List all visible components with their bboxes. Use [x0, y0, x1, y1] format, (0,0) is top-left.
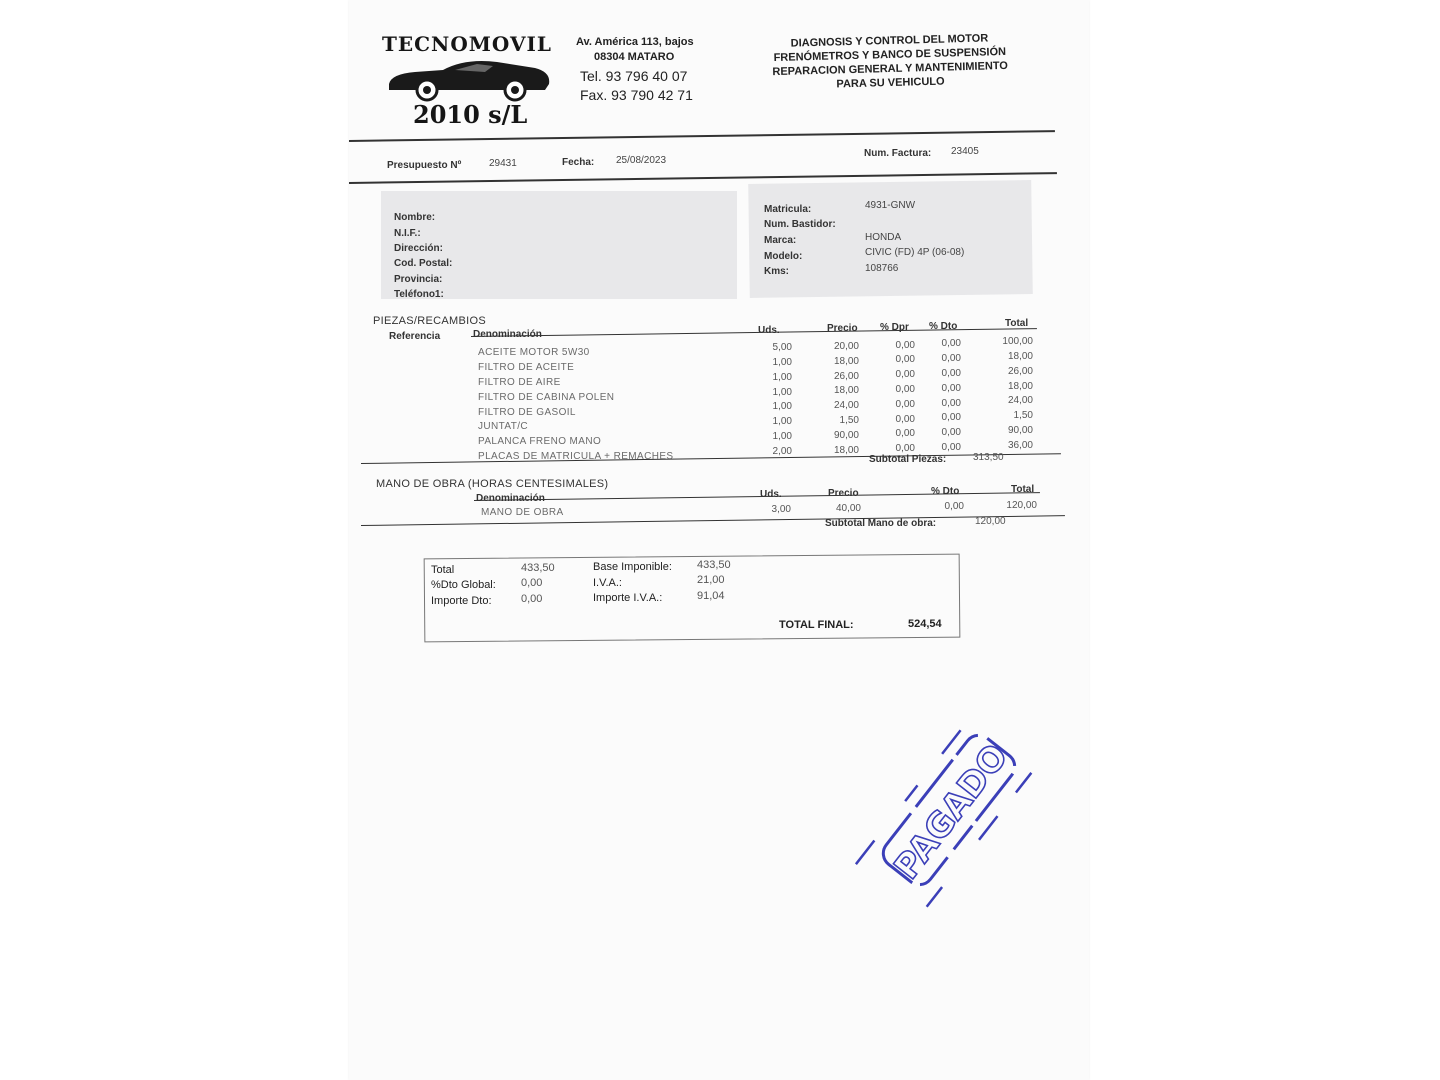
part-row-dto: 0,00: [941, 382, 961, 394]
part-row-price: 18,00: [833, 444, 859, 456]
part-row-price: 26,00: [833, 370, 859, 382]
part-row-dto: 0,00: [941, 412, 961, 424]
part-row-dpr: 0,00: [895, 369, 915, 381]
part-row-total: 18,00: [1007, 380, 1033, 392]
totals-box: [424, 554, 961, 643]
car-logo-icon: [385, 52, 553, 102]
part-row-units: 1,00: [772, 431, 792, 443]
discount-amount-label: Importe Dto:: [431, 595, 492, 607]
col-header-description: Denominación: [473, 329, 542, 340]
part-row-units: 2,00: [772, 445, 792, 457]
phone-number: Tel. 93 796 40 07: [580, 68, 688, 84]
brand-value: HONDA: [865, 232, 902, 243]
part-row-description: FILTRO DE GASOIL: [478, 406, 576, 418]
part-row-total: 1,50: [1013, 410, 1033, 422]
col-header-price: Precio: [827, 323, 858, 334]
global-discount-label: %Dto Global:: [431, 579, 496, 591]
global-discount-value: 0,00: [521, 577, 543, 589]
part-row-total: 24,00: [1007, 395, 1033, 407]
total-value: 433,50: [521, 562, 555, 574]
part-row-units: 1,00: [772, 386, 792, 398]
part-row-price: 20,00: [833, 340, 859, 352]
col-header-total: Total: [1005, 318, 1029, 329]
part-row-price: 1,50: [839, 414, 859, 426]
part-row-dto: 0,00: [941, 338, 961, 350]
part-row-dpr: 0,00: [895, 339, 915, 351]
part-row-description: FILTRO DE ACEITE: [478, 362, 575, 374]
part-row-dpr: 0,00: [895, 428, 915, 440]
part-row-price: 24,00: [833, 400, 859, 412]
model-value: CIVIC (FD) 4P (06-08): [865, 247, 965, 258]
part-row-total: 36,00: [1007, 439, 1033, 451]
labor-row-units: 3,00: [771, 504, 791, 515]
part-row-price: 18,00: [833, 355, 859, 367]
header-divider: [349, 130, 1055, 142]
final-total-label: TOTAL FINAL:: [779, 619, 854, 631]
part-row-dto: 0,00: [941, 442, 961, 454]
part-row-dpr: 0,00: [895, 398, 915, 410]
part-row-description: PLACAS DE MATRICULA + REMACHES: [478, 451, 674, 463]
col-header-dpr: % Dpr: [880, 322, 909, 333]
part-row-price: 18,00: [833, 385, 859, 397]
plate-value: 4931-GNW: [865, 200, 916, 211]
part-row-units: 1,00: [772, 401, 792, 413]
part-row-dpr: 0,00: [895, 443, 915, 455]
vat-rate-label: I.V.A.:: [593, 577, 622, 589]
vat-amount-label: Importe I.V.A.:: [593, 592, 663, 604]
part-row-description: JUNTAT/C: [478, 421, 529, 433]
parts-section-title: PIEZAS/RECAMBIOS: [373, 315, 486, 327]
address-line-1: Av. América 113, bajos: [576, 36, 694, 48]
labor-col-header-description: Denominación: [476, 493, 545, 504]
client-postal-label: Cod. Postal:: [394, 258, 453, 269]
parts-bottom-rule: [361, 453, 1061, 464]
col-header-reference: Referencia: [389, 331, 441, 342]
labor-bottom-rule: [361, 515, 1065, 526]
parts-header-rule: [471, 328, 1037, 337]
labor-col-header-units: Uds.: [760, 489, 782, 500]
labor-section-title: MANO DE OBRA (HORAS CENTESIMALES): [376, 478, 609, 490]
service-line: REPARACION GENERAL Y MANTENIMIENTO: [772, 59, 1009, 79]
model-label: Modelo:: [764, 251, 803, 262]
part-row-description: PALANCA FRENO MANO: [478, 436, 602, 448]
col-header-dto: % Dto: [929, 321, 958, 332]
part-row-dpr: 0,00: [895, 384, 915, 396]
service-line: DIAGNOSIS Y CONTROL DEL MOTOR: [790, 32, 989, 50]
client-address-label: Dirección:: [394, 243, 443, 254]
part-row-units: 1,00: [772, 371, 792, 383]
date-label: Fecha:: [562, 157, 595, 168]
stamp-text: PAGADO: [886, 736, 1017, 887]
invoice-number-label: Num. Factura:: [864, 148, 932, 159]
part-row-dto: 0,00: [941, 427, 961, 439]
fax-number: Fax. 93 790 42 71: [580, 87, 693, 103]
part-row-dto: 0,00: [941, 353, 961, 365]
vat-rate-value: 21,00: [697, 574, 725, 586]
plate-label: Matricula:: [764, 204, 812, 215]
services-list: [744, 30, 1035, 94]
labor-row-price: 40,00: [835, 503, 861, 514]
budget-number: 29431: [489, 158, 517, 169]
labor-col-header-total: Total: [1011, 484, 1035, 495]
invoice-page: [349, 0, 1089, 1080]
final-total-value: 524,54: [908, 618, 942, 630]
part-row-total: 18,00: [1007, 351, 1033, 362]
part-row-units: 1,00: [772, 357, 792, 369]
part-row-total: 26,00: [1007, 365, 1033, 377]
labor-subtotal-label: Subtotal Mano de obra:: [825, 518, 937, 529]
part-row-dpr: 0,00: [895, 413, 915, 425]
client-nif-label: N.I.F.:: [394, 228, 421, 239]
tax-base-label: Base Imponible:: [593, 561, 672, 573]
labor-row-dto: 0,00: [944, 501, 964, 512]
labor-subtotal-value: 120,00: [975, 516, 1006, 527]
part-row-total: 100,00: [1002, 336, 1033, 348]
discount-amount-value: 0,00: [521, 593, 543, 605]
brand-label: Marca:: [764, 235, 797, 246]
part-row-description: FILTRO DE AIRE: [478, 377, 561, 389]
part-row-total: 90,00: [1007, 425, 1033, 436]
company-name: TECNOMOVIL: [382, 32, 552, 56]
part-row-description: ACEITE MOTOR 5W30: [478, 347, 590, 359]
part-row-price: 90,00: [833, 429, 859, 441]
part-row-units: 5,00: [772, 342, 792, 354]
kms-value: 108766: [865, 263, 899, 274]
client-name-label: Nombre:: [394, 212, 436, 223]
tax-base-value: 433,50: [697, 559, 731, 571]
vat-amount-value: 91,04: [697, 590, 725, 602]
service-line: PARA SU VEHICULO: [836, 75, 945, 91]
labor-col-header-dto: % Dto: [931, 486, 960, 497]
part-row-dto: 0,00: [941, 368, 961, 380]
part-row-units: 1,00: [772, 416, 792, 428]
client-phone-label: Teléfono1:: [394, 289, 444, 300]
kms-label: Kms:: [764, 266, 790, 277]
company-suffix: 2010 s/L: [413, 100, 528, 129]
total-label: Total: [431, 564, 455, 576]
service-line: FRENÓMETROS Y BANCO DE SUSPENSIÓN: [773, 45, 1007, 65]
budget-number-label: Presupuesto Nº: [387, 160, 462, 171]
chassis-label: Num. Bastidor:: [764, 219, 836, 230]
client-province-label: Provincia:: [394, 274, 443, 285]
address-line-2: 08304 MATARO: [594, 51, 675, 63]
labor-row-total: 120,00: [1006, 500, 1037, 511]
labor-col-header-price: Precio: [828, 488, 859, 499]
parts-subtotal-value: 313,50: [973, 452, 1004, 463]
labor-row-description: MANO DE OBRA: [481, 507, 564, 518]
invoice-number: 23405: [951, 146, 979, 157]
date-value: 25/08/2023: [616, 155, 667, 166]
parts-subtotal-label: Subtotal Piezas:: [869, 454, 947, 465]
part-row-dpr: 0,00: [895, 354, 915, 366]
part-row-dto: 0,00: [941, 397, 961, 409]
part-row-description: FILTRO DE CABINA POLEN: [478, 391, 615, 403]
paid-stamp-icon: [839, 700, 1059, 920]
col-header-units: Uds.: [758, 325, 780, 336]
